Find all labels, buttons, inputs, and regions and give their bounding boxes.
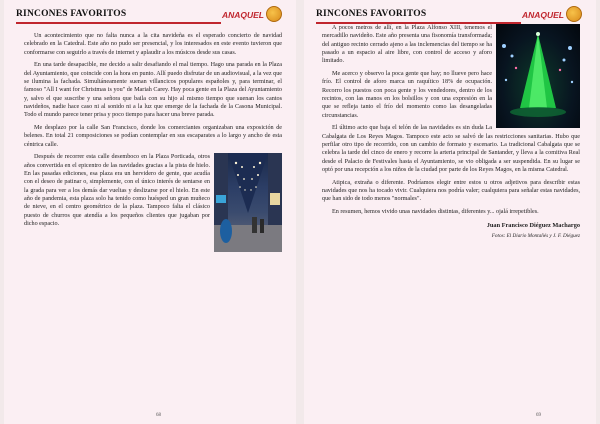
- paragraph: En una tarde desapacible, me decido a salir desafiando el mal tiempo. Hago una parada en la Plaza del Ayuntamiento, que coincide con la hora en punto. Allí puedo disfrutar de un audiovisual, a la vez que se ilumina la fachada. Simultáneamente suenan villancicos populares españoles y, para terminar, el famoso "All I want for Christmas is you" de Mariah Carey. Hay poca gente en la Plaza del Ayuntamiento y, salvo el que suscribe y una señora que baila con su hijo al mismo tiempo que suenan los cantos navideños, nadie hace caso ni al sonido ni a la luz que emerge de la fachada de la Casona Municipal. Todo el mundo parece tener prisa y poco tiempo para hacer una breve parada.: [24, 62, 282, 119]
- magazine-logo-icon: [266, 6, 282, 22]
- paragraph: Un acontecimiento que no falta nunca a la cita navideña es el esperado concierto de navidad celebrado en la Catedral. Este año no pudo ser presencial, y los interesados en este evento tuvieron que conformarse con seguirlo a través de internet y aplaudir a los músicos desde sus casas.: [24, 33, 282, 56]
- page-header: [316, 9, 584, 25]
- christmas-tree-photo: [496, 24, 580, 128]
- page-number: 68: [156, 413, 161, 418]
- magazine-brand: ANAQUEL: [521, 10, 564, 20]
- page-header: [16, 9, 284, 25]
- section-title: RINCONES FAVORITOS: [16, 9, 127, 19]
- paragraph: Me desplazo por la calle San Francisco, donde los comerciantes organizaban una exposición de belenes. En total 21 composiciones se podían contemplar en sus escaparates a lo largo y ancho de esta céntrica calle.: [24, 125, 282, 148]
- street-lights-photo: [214, 153, 282, 252]
- photo-credit: Fotos: El Diario Montañés y J. F. Diéguez: [491, 232, 580, 239]
- right-page: [304, 0, 596, 424]
- paragraph: Me acerco y observo la poca gente que hay; no llueve pero hace frío. El control de aforo marca un raquítico 18% de ocupación. Recorro los puestos con poca gente y los vendedores, dentro de los recintos, con las manos en los bolsillos y con una expresión en la que se refleja tanto el frío del momento como las desangeladas circunstancias.: [322, 71, 492, 119]
- author-signature: Juan Francisco Diéguez Machargo: [486, 222, 580, 230]
- left-page: [4, 0, 296, 424]
- paragraph: En resumen, hemos vivido unas navidades distintas, diferentes y... ojalá irrepetibles.: [332, 209, 539, 216]
- header-rule: [16, 22, 221, 24]
- article-body: [24, 32, 282, 253]
- paragraph: Atipica, extraña o diferente. Podríamos elegir entre estos u otros adjetivos para describir estas navidades que nos ha tocado vivir. Cualquiera nos podría valer; cualquiera para señalar estas navidades, que han sido de todo menos "normales".: [322, 179, 580, 203]
- article-body: [322, 24, 580, 240]
- magazine-logo-icon: [566, 6, 582, 22]
- paragraph: Después de recorrer esta calle desemboco en la Plaza Porticada, otros años convertida en el epicentro de las navidades gracias a la pista de hielo. En las pasadas ediciones, esa plaza era un hervidero de gente, que acudía con el deseo de patinar o, simplemente, con el único interés de sentarse en la grada para ver a los demás dar vueltas y deslizarse por el hielo. En este año de pandemia, esta plaza solo ha tenido como huésped un gran muñeco de nieve, en el centro geométrico de la plaza. Tampoco falta el clásico puesto de churros que atendía a los pequeños clientes que jugaban por dicho espacio.: [24, 154, 210, 228]
- paragraph: A pocos metros de allí, en la Plaza Alfonso XIII, tenemos el mercadillo navideño. Este año presenta una fisonomía transformada; del antiguo recinto cerrado ajeno a las inclemencias del tiempo se ha pasado a un espacio al aire libre, con control de acceso y aforo limitado.: [322, 25, 492, 65]
- paragraph: El último acto que baja el telón de las navidades es sin duda La Cabalgata de Los Reyes Magos. Tampoco este acto se salvó de las restricciones sanitarias. Hubo que perfilar otro tipo de recorrido, con un cambio de formato y escenario. La tradicional Cabalgata que se celebra la tarde del cinco de enero y recorre la arteria principal de Santander, y lleva a la comitiva Real desde el Palacio de Festivales hasta el Ayuntamiento, se vio obligada a ser suspendida. En su lugar se optó por una recepción a los niños de la ciudad por parte de los Reyes Magos, en la misma Catedral.: [322, 125, 580, 174]
- section-title: RINCONES FAVORITOS: [316, 9, 427, 19]
- page-number: 69: [536, 413, 541, 418]
- magazine-brand: ANAQUEL: [221, 10, 264, 20]
